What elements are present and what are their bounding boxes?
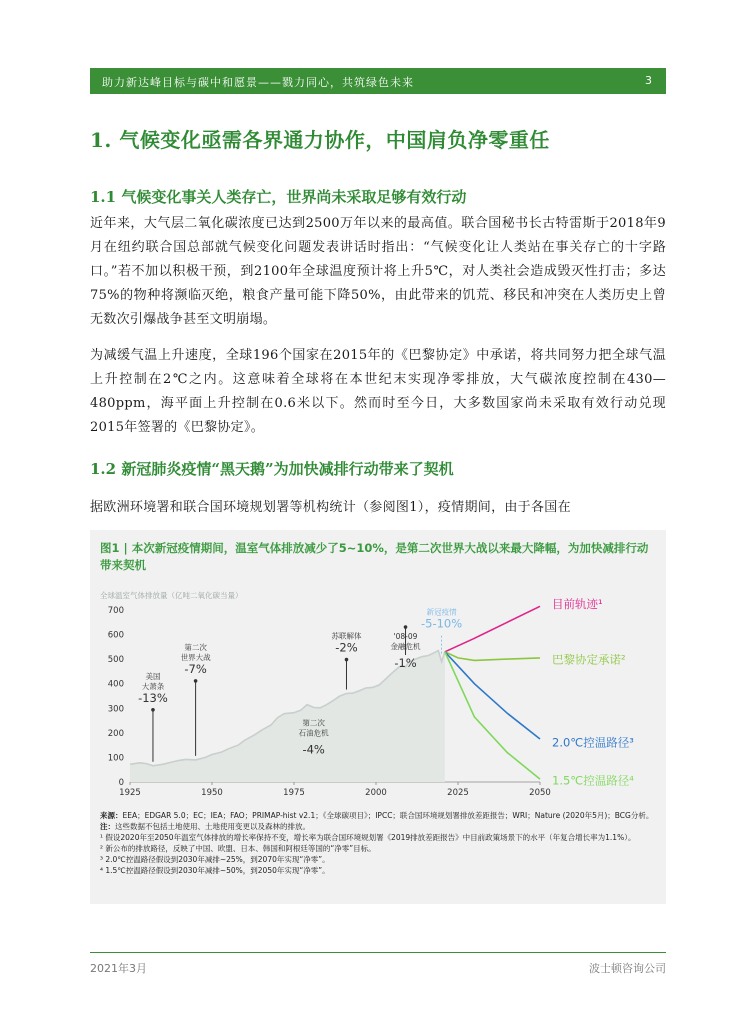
y-tick-label: 400 <box>107 679 124 690</box>
section-title: 1. 气候变化亟需各界通力协作，中国肩负净零重任 <box>90 128 550 152</box>
series-label-two: 2.0℃控温路径³ <box>552 735 634 750</box>
paragraph-2: 为减缓气温上升速度，全球196个国家在2015年的《巴黎协定》中承诺，将共同努力把全球气温上升控制在2℃之内。这意味着全球将在本世纪末实现净零排放，大气碳浓度控制在430—480ppm，海平面上升控制在0.6米以下。然而时至今日，大多数国家尚未采取有效行动兑现2015年签署的《巴黎协定》。 <box>90 348 666 435</box>
paragraph-3: 据欧洲环境署和联合国环境规划署等机构统计（参阅图1），疫情期间，由于各国在 <box>90 500 571 515</box>
annotation-dot <box>404 625 408 629</box>
footer-divider <box>90 952 666 953</box>
history-area <box>130 651 445 783</box>
y-axis-label: 全球温室气体排放量（亿吨二氧化碳当量） <box>100 591 243 600</box>
footer-date: 2021年3月 <box>90 962 147 975</box>
annotation-label: 美国 <box>145 671 161 681</box>
y-tick-label: 500 <box>107 655 124 666</box>
series-label-current: 目前轨迹¹ <box>552 596 603 611</box>
annotation-label: 第二次 <box>184 642 207 652</box>
emissions-chart <box>90 580 666 810</box>
y-tick-label: 600 <box>107 630 124 641</box>
series-label-onefive: 1.5℃控温路径⁴ <box>552 773 634 788</box>
annotation-dot <box>345 658 349 662</box>
note-text: ¹ 假设2020年至2050年温室气体排放的增长率保持不变，增长率为联合国环境规划署《2019排放差距报告》中目前政策场景下的水平（年复合增长率为1.1%）。 <box>100 833 636 842</box>
annotation-dot <box>151 708 155 712</box>
figure-note <box>100 843 656 854</box>
figure-note <box>100 821 656 832</box>
series-line-two <box>445 652 540 739</box>
annotation-label: 石油危机 <box>298 728 329 738</box>
note-text: 这些数据不包括土地使用、土地使用变更以及森林的排放。 <box>115 822 310 831</box>
note-text: ² 新公布的排放路径，反映了中国、欧盟、日本、韩国和阿根廷等国的“净零”目标。 <box>100 844 376 853</box>
figure-notes <box>100 810 656 876</box>
note-label: 注： <box>100 822 115 831</box>
page-number: 3 <box>645 74 652 87</box>
series-line-onefive <box>445 652 540 779</box>
header-title: 助力新达峰目标与碳中和愿景——戮力同心，共筑绿色未来 <box>102 76 414 89</box>
annotation-dot <box>194 679 198 683</box>
x-tick-label: 2025 <box>447 788 469 798</box>
figure-note <box>100 810 656 821</box>
subsection-title-1-1: 1.1 气候变化事关人类存亡，世界尚未采取足够有效行动 <box>90 188 467 206</box>
paragraph-1: 近年来，大气层二氧化碳浓度已达到2500万年以来的最高值。联合国秘书长古特雷斯于2018年9月在纽约联合国总部就气候变化问题发表讲话时指出：“气候变化让人类站在事关存亡的十字路口。”若不加以积极干预，到2100年全球温度预计将上升5℃，对人类社会造成毁灭性打击；多达75%的物种将濒临灭绝，粮食产量可能下降50%，由此带来的饥荒、移民和冲突在人类历史上曾无数次引爆战争甚至文明崩塌。 <box>90 216 666 327</box>
note-text: ³ 2.0℃控温路径假设到2030年减排~25%，到2070年实现“净零”。 <box>100 855 330 864</box>
header-bar <box>90 68 666 94</box>
y-tick-label: 100 <box>107 753 124 764</box>
figure-note <box>100 854 656 865</box>
annotation-label: 世界大战 <box>180 652 211 662</box>
x-tick-label: 2050 <box>529 788 551 798</box>
annotation-label: '08-09 <box>393 632 418 642</box>
x-tick-label: 2000 <box>365 788 387 798</box>
annotation-label: 第二次 <box>302 718 325 728</box>
annotation-value: -4% <box>302 742 325 757</box>
annotation-value: -2% <box>335 640 358 655</box>
y-tick-label: 300 <box>107 704 124 715</box>
note-text: EEA；EDGAR 5.0；EC；IEA；FAO；PRIMAP-hist v2.1；《全球碳项目》；IPCC；联合国环境规划署排放差距报告；WRI；Nature (2020年5月)；BCG分析。 <box>122 811 654 820</box>
annotation-label: 大萧条 <box>141 681 165 691</box>
x-tick-label: 1925 <box>119 788 141 798</box>
annotation-label: 新冠疫情 <box>426 607 457 617</box>
annotation-value: -5-10% <box>421 616 463 631</box>
y-tick-label: 0 <box>118 778 124 788</box>
figure-1 <box>90 530 666 904</box>
x-tick-label: 1950 <box>201 788 223 798</box>
note-text: ⁴ 1.5℃控温路径假设到2030年减排~50%，到2050年实现“净零”。 <box>100 866 330 875</box>
y-tick-label: 700 <box>107 606 124 616</box>
series-line-paris <box>445 652 540 661</box>
figure-note <box>100 865 656 876</box>
x-tick-label: 1975 <box>283 788 305 798</box>
subsection-title-1-2: 1.2 新冠肺炎疫情“黑天鹅”为加快减排行动带来了契机 <box>90 460 454 478</box>
annotation-value: -13% <box>138 690 168 705</box>
footer-org: 波士顿咨询公司 <box>589 962 666 975</box>
figure-caption: 图1 | 本次新冠疫情期间，温室气体排放减少了5~10%，是第二次世界大战以来最大降幅，为加快减排行动带来契机 <box>100 541 649 572</box>
annotation-value: -7% <box>184 661 207 676</box>
note-label: 来源： <box>100 811 123 820</box>
annotation-label: 金融危机 <box>390 642 421 652</box>
series-label-paris: 巴黎协定承诺² <box>552 652 626 667</box>
y-tick-label: 200 <box>107 728 124 739</box>
annotation-value: -1% <box>394 656 417 671</box>
annotation-label: 苏联解体 <box>331 631 362 641</box>
figure-note <box>100 832 656 843</box>
